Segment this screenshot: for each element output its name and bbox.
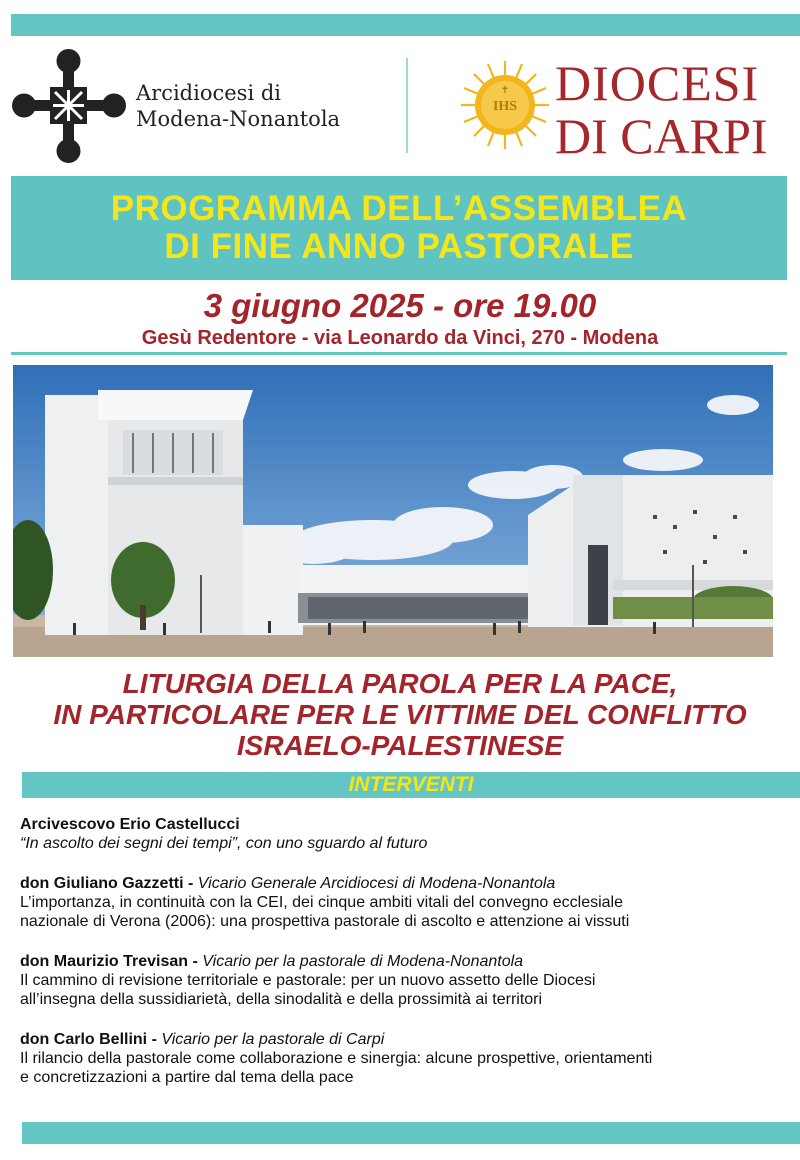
speaker-name: Arcivescovo Erio Castellucci xyxy=(20,816,240,833)
diocese-carpi-name xyxy=(555,55,768,164)
divider-rule xyxy=(11,352,787,355)
seal-monogram: IHS xyxy=(492,99,518,114)
speaker-entry xyxy=(20,815,790,853)
liturgy-heading-line1: LITURGIA DELLA PAROLA PER LA PACE, xyxy=(122,668,678,699)
speaker-name: don Giuliano Gazzetti - xyxy=(20,875,194,892)
speaker-entry xyxy=(20,1030,790,1087)
speaker-role: Vicario per la pastorale di Modena-Nonantola xyxy=(202,953,524,970)
speaker-entry xyxy=(20,874,790,931)
speaker-role: Vicario Generale Arcidiocesi di Modena-Nonantola xyxy=(197,875,556,892)
bottom-decorative-bar xyxy=(22,1122,800,1144)
program-title-box xyxy=(11,176,787,280)
speakers-list xyxy=(20,815,790,1108)
liturgy-heading xyxy=(0,668,800,761)
interventi-bar xyxy=(22,772,800,798)
speaker-role: Vicario per la pastorale di Carpi xyxy=(161,1031,385,1048)
speaker-topic-line: Il cammino di revisione territoriale e pastorale: per un nuovo assetto delle Diocesi xyxy=(20,972,596,989)
archdiocese-name-line1: Arcidiocesi di xyxy=(136,81,282,105)
speaker-name: don Carlo Bellini - xyxy=(20,1031,157,1048)
carpi-sunburst-seal xyxy=(458,58,552,152)
program-title xyxy=(11,176,787,266)
top-decorative-bar xyxy=(11,14,800,36)
speaker-name: don Maurizio Trevisan - xyxy=(20,953,198,970)
archdiocese-cross-logo xyxy=(10,47,128,165)
speaker-topic: “In ascolto dei segni dei tempi”, con uno sguardo al futuro xyxy=(20,835,428,852)
interventi-label: INTERVENTI xyxy=(348,773,474,796)
speaker-topic-line: L’importanza, in continuità con la CEI, dei cinque ambiti vitali del convegno ecclesiale xyxy=(20,894,624,911)
speaker-entry xyxy=(20,952,790,1009)
liturgy-heading-line2: IN PARTICOLARE PER LE VITTIME DEL CONFLITTO xyxy=(53,699,747,730)
liturgy-heading-line3: ISRAELO-PALESTINESE xyxy=(236,730,564,761)
program-title-line2: DI FINE ANNO PASTORALE xyxy=(164,227,634,266)
archdiocese-name-line2: Modena-Nonantola xyxy=(136,107,341,131)
program-title-line1: PROGRAMMA DELL’ASSEMBLEA xyxy=(110,189,688,228)
header-divider xyxy=(406,58,408,153)
event-date-time: 3 giugno 2025 - ore 19.00 xyxy=(203,287,597,324)
speaker-topic-line: e concretizzazioni a partire dal tema della pace xyxy=(20,1069,354,1086)
archdiocese-name xyxy=(136,80,340,132)
speaker-topic-line: all’insegna della sussidiarietà, della sinodalità e della prossimità ai territori xyxy=(20,991,543,1008)
svg-text:✝: ✝ xyxy=(500,85,510,96)
speaker-topic-line: Il rilancio della pastorale come collaborazione e sinergia: alcune prospettive, orientamenti xyxy=(20,1050,653,1067)
speaker-topic-line: nazionale di Verona (2006): una prospettiva pastorale di ascolto e attenzione ai vissuti xyxy=(20,913,630,930)
diocese-carpi-word2: DI CARPI xyxy=(555,108,768,164)
church-photo xyxy=(13,365,773,657)
diocese-carpi-word1: DIOCESI xyxy=(555,55,760,111)
event-location: Gesù Redentore - via Leonardo da Vinci, 270 - Modena xyxy=(141,327,659,349)
